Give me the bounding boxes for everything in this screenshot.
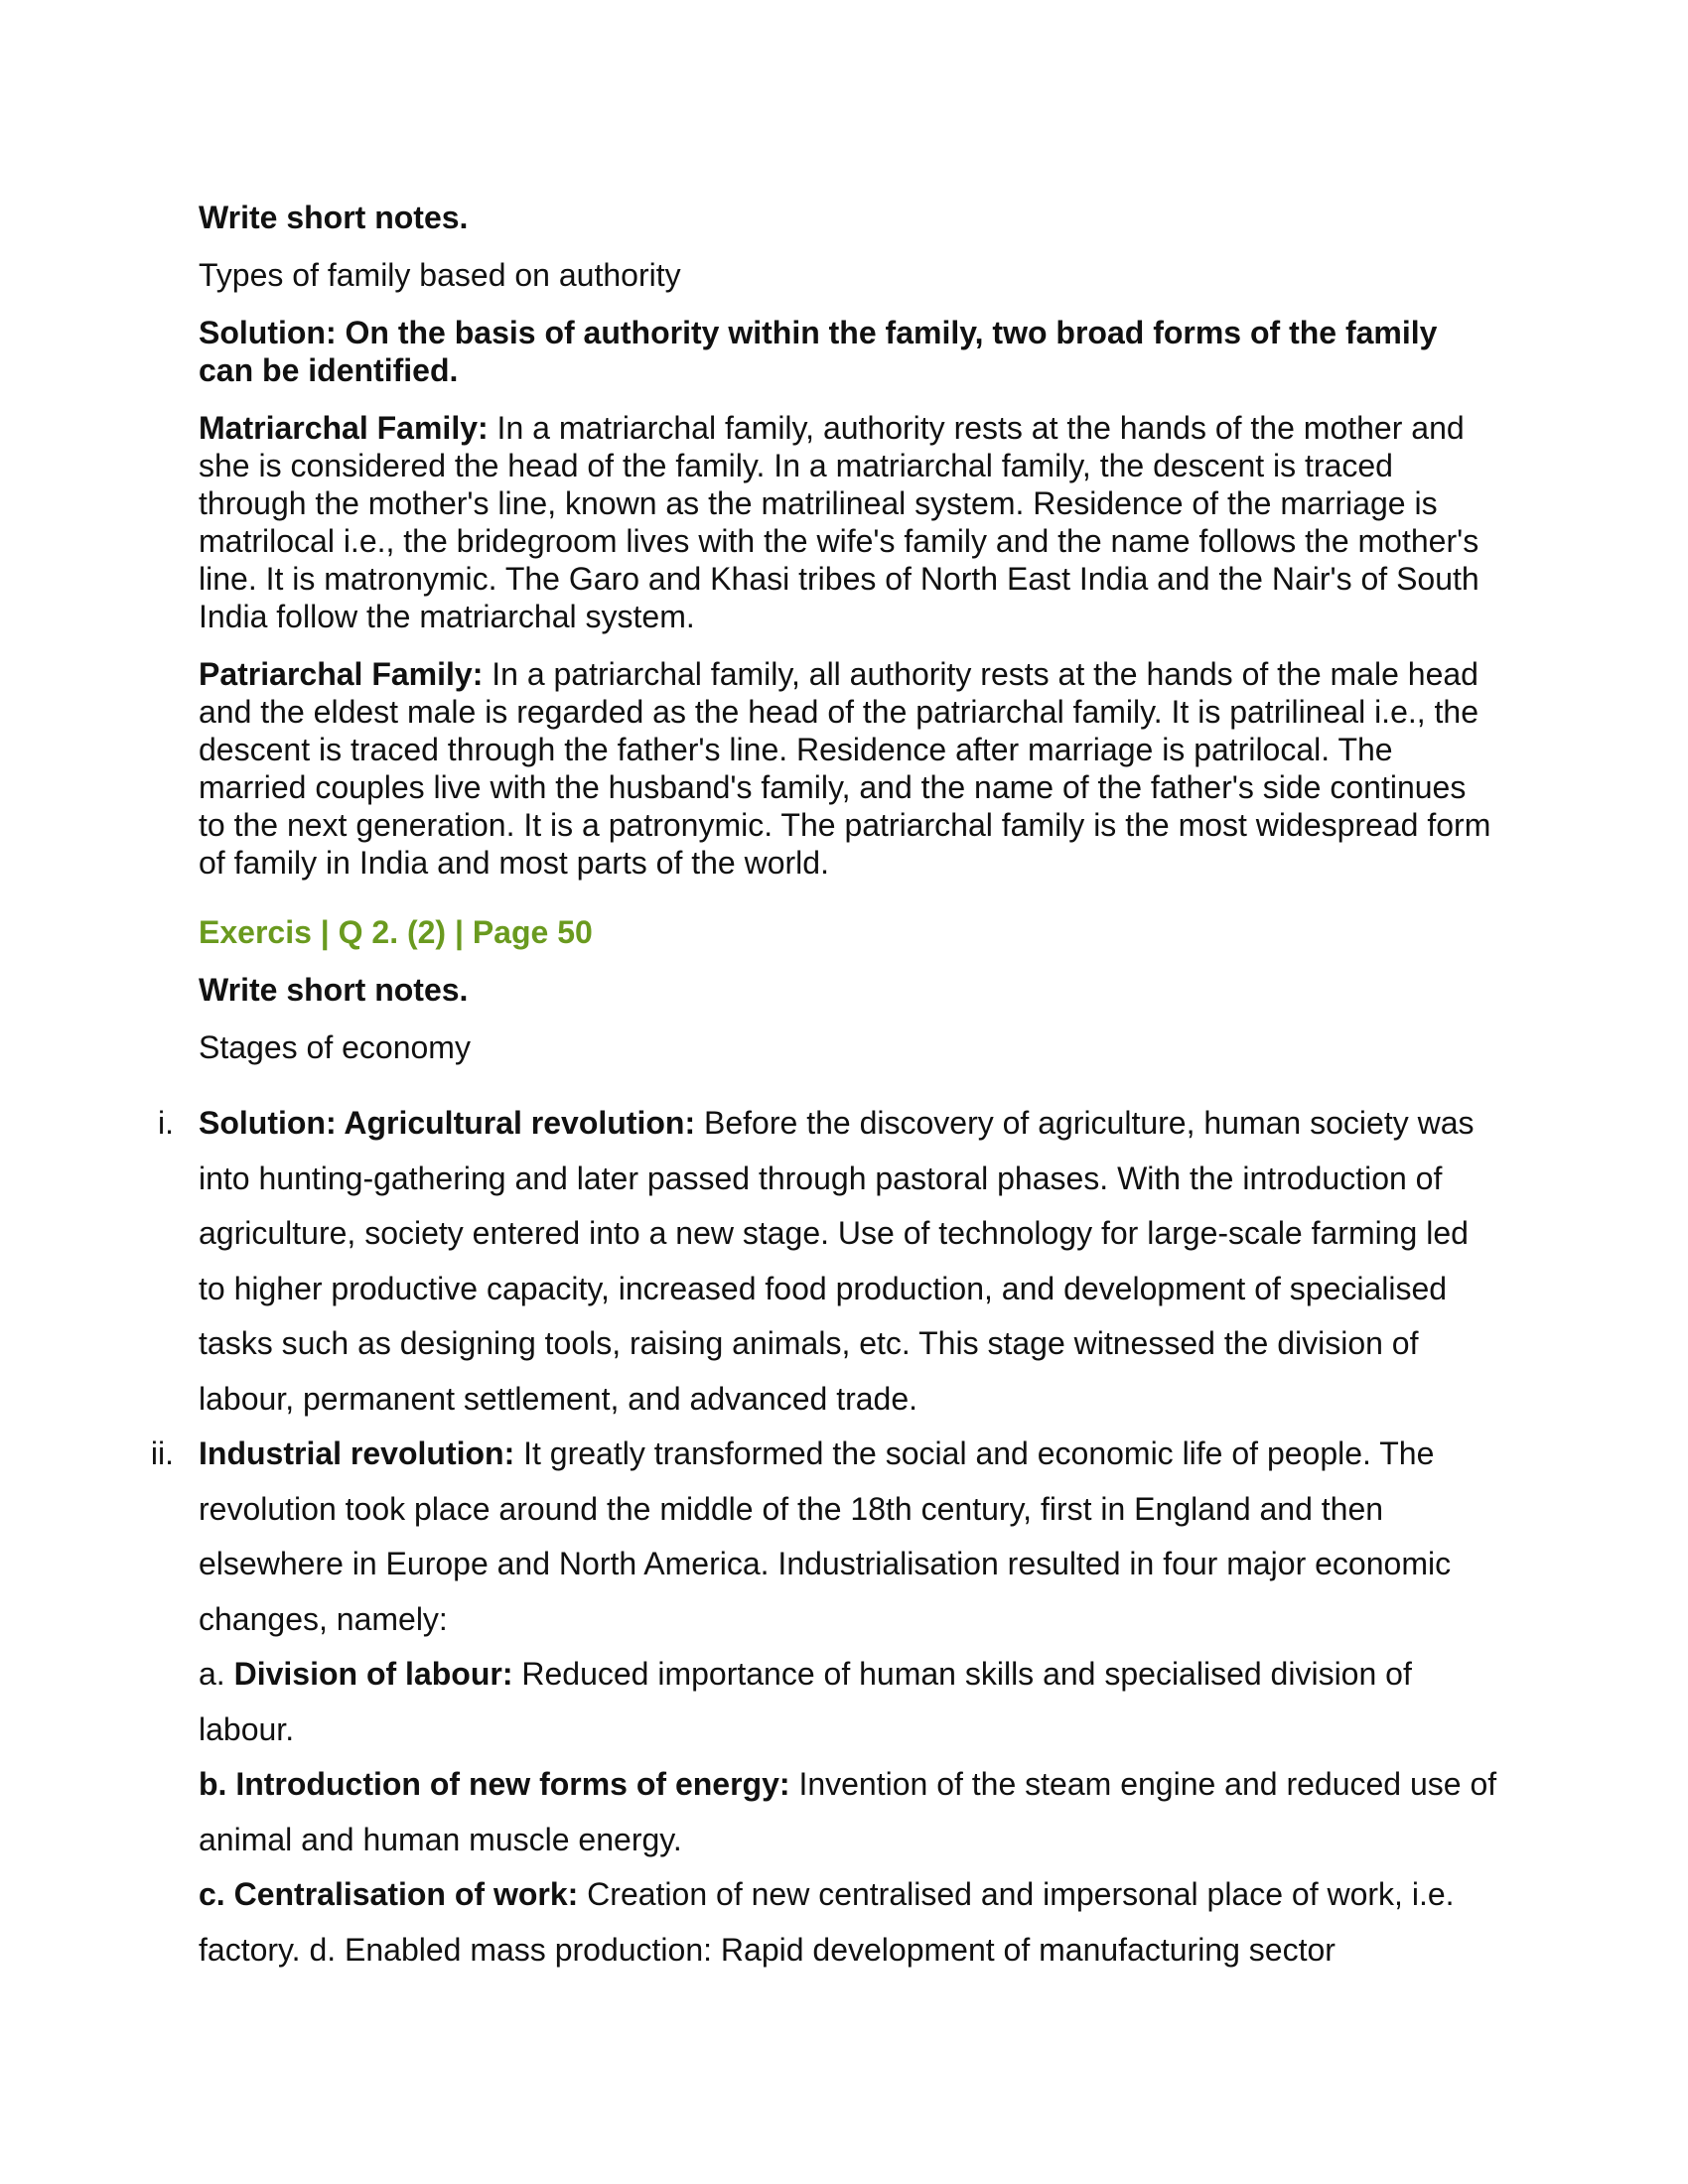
sub-item-text: Reduced importance of human skills and specialised division of labour. [199, 1656, 1412, 1747]
sub-item-text: Invention of the steam engine and reduced use of animal and human muscle energy. [199, 1766, 1497, 1857]
page-content [150, 199, 1499, 1978]
matriarchal-label: Matriarchal Family: [199, 410, 489, 446]
matriarchal-paragraph [199, 409, 1499, 635]
question-text: Types of family based on authority [199, 257, 681, 293]
patriarchal-paragraph [199, 655, 1499, 882]
list-item [150, 1427, 1499, 1978]
sub-item-prefix: a. [199, 1656, 234, 1692]
sub-item-label: b. Introduction of new forms of energy: [199, 1766, 790, 1802]
sub-item-label: Division of labour: [233, 1656, 513, 1692]
list-item [158, 1096, 1499, 1427]
item-label: Solution: Agricultural revolution: [199, 1105, 696, 1141]
section-heading-2: Write short notes. [199, 972, 469, 1008]
item-text: It greatly transformed the social and economic life of people. The revolution took place around the middle of the 18th century, first in England and then elsewhere in Europe and North America. Industrialisation resulted in four major economic changes, namely: [199, 1435, 1452, 1637]
question-text-2: Stages of economy [199, 1029, 471, 1065]
exercise-reference: Exercis | Q 2. (2) | Page 50 [199, 914, 593, 950]
section-heading: Write short notes. [199, 200, 469, 235]
sub-item-centralisation [199, 1867, 1499, 1978]
stages-list [150, 1096, 1499, 1978]
patriarchal-text: In a patriarchal family, all authority rests at the hands of the male head and the eldest male is regarded as the head of the patriarchal family. It is patrilineal i.e., the descent is traced through the father's line. Residence after marriage is patrilocal. The married couples live with the husband's family, and the name of the father's side continues to the next generation. It is a patronymic. The patriarchal family is the most widespread form of family in India and most parts of the world. [199, 656, 1491, 881]
sub-item-division-of-labour [199, 1647, 1499, 1757]
list-marker: i. [158, 1105, 174, 1141]
patriarchal-label: Patriarchal Family: [199, 656, 484, 692]
list-marker: ii. [150, 1435, 174, 1471]
item-text: Before the discovery of agriculture, human society was into hunting-gathering and later passed through pastoral phases. With the introduction of agriculture, society entered into a new stage. Use of technology for large-scale farming led to higher productive capacity, increased food production, and development of specialised tasks such as designing tools, raising animals, etc. This stage witnessed the division of labour, permanent settlement, and advanced trade. [199, 1105, 1475, 1417]
sub-item-text: Creation of new centralised and impersonal place of work, i.e. factory. d. Enabled mass production: Rapid development of manufacturing sector [199, 1876, 1455, 1968]
item-label: Industrial revolution: [199, 1435, 515, 1471]
sub-item-new-energy [199, 1757, 1499, 1867]
sub-item-label: c. Centralisation of work: [199, 1876, 579, 1912]
matriarchal-text: In a matriarchal family, authority rests at the hands of the mother and she is considered the head of the family. In a matriarchal family, the descent is traced through the mother's line, known as the matrilineal system. Residence of the marriage is matrilocal i.e., the bridegroom lives with the wife's family and the name follows the mother's line. It is matronymic. The Garo and Khasi tribes of North East India and the Nair's of South India follow the matriarchal system. [199, 410, 1479, 634]
solution-intro: Solution: On the basis of authority within the family, two broad forms of the family can be identified. [199, 315, 1438, 388]
